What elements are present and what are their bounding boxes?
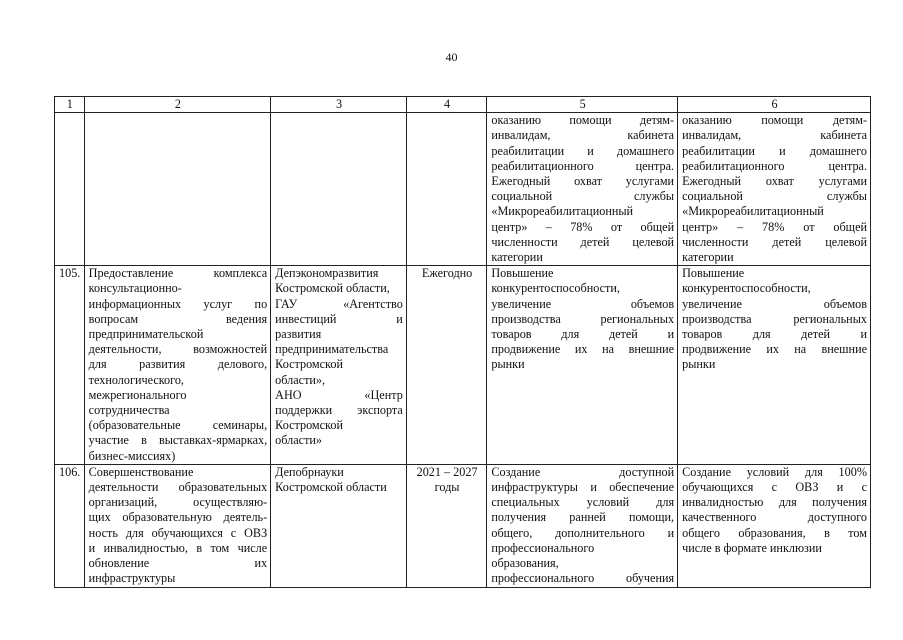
result-line: общего, дополнительного и [491,525,675,540]
executor-line: АНО «Центр [275,387,403,402]
result-line: продвижение их на внешние [491,342,675,357]
indicator-line: Повышение [682,266,745,281]
executor-line: Депобрнауки [275,464,344,479]
executor-cell [271,464,407,587]
measure-line: ность для обучающихся с ОВЗ [88,525,268,540]
term-cell [406,464,487,587]
term-cell [406,113,487,266]
indicator-line: численности детей целевой [682,234,867,249]
executor-line: развития [275,327,322,342]
result-line: численности детей целевой [491,234,675,249]
measure-line: и инвалидностью, в том числе [88,540,268,555]
row-number-cell [55,113,85,266]
executor-line: Депэкономразвития [275,266,379,281]
measure-line: (образовательные семинары, [88,418,268,433]
measure-line: межрегионального [88,387,187,402]
measure-line: вопросам ведения [88,311,268,326]
executor-line: Костромской области [275,480,387,495]
measure-line: организаций, осуществляю- [88,495,268,510]
measure-line: щих образовательную деятель- [88,510,268,525]
result-line: увеличение объемов [491,296,675,311]
result-line: конкурентоспособности, [491,281,620,296]
measure-line: информационных услуг по [88,296,268,311]
table-row [55,464,871,587]
header-cell: 5 [487,97,678,113]
indicator-line: обучающихся с ОВЗ и с [682,480,867,495]
measure-line: участие в выставках-ярмарках, [88,433,268,448]
indicator-line: качественного доступного [682,510,867,525]
measure-line: деятельности образовательных [88,480,268,495]
table-row [55,266,871,465]
result-line: «Микрореабилитационный [491,204,634,219]
table-row [55,113,871,266]
indicator-line: Ежегодный охват услугами [682,174,867,189]
header-cell: 3 [271,97,407,113]
result-line: Ежегодный охват услугами [491,174,675,189]
indicator-line: центр» – 78% от общей [682,219,867,234]
row-number-cell: 106. [55,464,85,587]
term-line: Ежегодно [421,266,473,281]
table-header-row [55,97,871,113]
measure-line: деятельности, возможностей [88,342,268,357]
indicator-line: инвалидностью для получения [682,495,867,510]
header-cell: 6 [678,97,871,113]
indicator-cell [678,113,871,266]
executor-line: области» [275,433,323,448]
indicator-line: социальной службы [682,189,867,204]
result-line: профессионального обучения [491,571,675,586]
result-line: инвалидам, кабинета [491,128,675,143]
executor-line: предпринимательства [275,342,389,357]
indicator-line: производства региональных [682,311,867,326]
measure-line: бизнес-миссиях) [88,448,176,463]
measure-cell [84,113,271,266]
executor-line: Костромской [275,418,343,433]
term-line: годы [434,480,460,495]
indicator-line: инвалидам, кабинета [682,128,867,143]
measure-line: Предоставление комплекса [88,266,268,281]
result-cell [487,464,678,587]
executor-line: инвестиций и [275,311,403,326]
result-line: Создание доступной [491,464,675,479]
indicator-line: конкурентоспособности, [682,281,811,296]
indicator-line: рынки [682,357,716,372]
result-line: товаров для детей и [491,327,675,342]
indicator-line: увеличение объемов [682,296,867,311]
indicator-line: продвижение их на внешние [682,342,867,357]
indicator-line: реабилитационного центра. [682,158,867,173]
executor-line: Костромской области, [275,281,390,296]
measure-line: технологического, [88,372,184,387]
result-line: специальных условий для [491,495,675,510]
result-line: реабилитационного центра. [491,158,675,173]
indicator-line: «Микрореабилитационный [682,204,824,219]
result-cell [487,266,678,465]
executor-line: поддержки экспорта [275,403,403,418]
result-line: образования, [491,556,559,571]
result-line: реабилитации и домашнего [491,143,675,158]
result-line: производства региональных [491,311,675,326]
result-line: социальной службы [491,189,675,204]
executor-line: Костромской [275,357,343,372]
measures-table [54,96,871,588]
measure-cell [84,266,271,465]
header-cell: 4 [406,97,487,113]
page-number: 40 [445,50,458,64]
indicator-line: общего образования, в том [682,525,867,540]
measure-line: обновление их [88,556,268,571]
result-cell [487,113,678,266]
header-cell: 1 [55,97,85,113]
header-cell: 2 [84,97,271,113]
result-line: рынки [491,357,525,372]
measure-line: сотрудничества [88,403,170,418]
measure-line: для развития делового, [88,357,268,372]
result-line: получения ранней помощи, [491,510,675,525]
indicator-line: числе в формате инклюзии [682,540,822,555]
measure-line: предпринимательской [88,327,204,342]
row-number-cell: 105. [55,266,85,465]
term-line: 2021 – 2027 [416,464,478,479]
indicator-cell [678,464,871,587]
indicator-cell [678,266,871,465]
indicator-line: оказанию помощи детям- [682,113,867,128]
measure-line: Совершенствование [88,464,194,479]
result-line: профессионального [491,540,595,555]
executor-cell [271,266,407,465]
indicator-line: товаров для детей и [682,327,867,342]
term-cell [406,266,487,465]
executor-cell [271,113,407,266]
measure-line: консультационно- [88,281,182,296]
indicator-line: Создание условий для 100% [682,464,867,479]
indicator-line: категории [682,250,734,265]
result-line: Повышение [491,266,554,281]
executor-line: области», [275,372,326,387]
result-line: категории [491,250,543,265]
executor-line: ГАУ «Агентство [275,296,403,311]
measure-line: инфраструктуры [88,571,176,586]
result-line: центр» – 78% от общей [491,219,675,234]
result-line: инфраструктуры и обеспечение [491,480,675,495]
measure-cell [84,464,271,587]
result-line: оказанию помощи детям- [491,113,675,128]
indicator-line: реабилитации и домашнего [682,143,867,158]
